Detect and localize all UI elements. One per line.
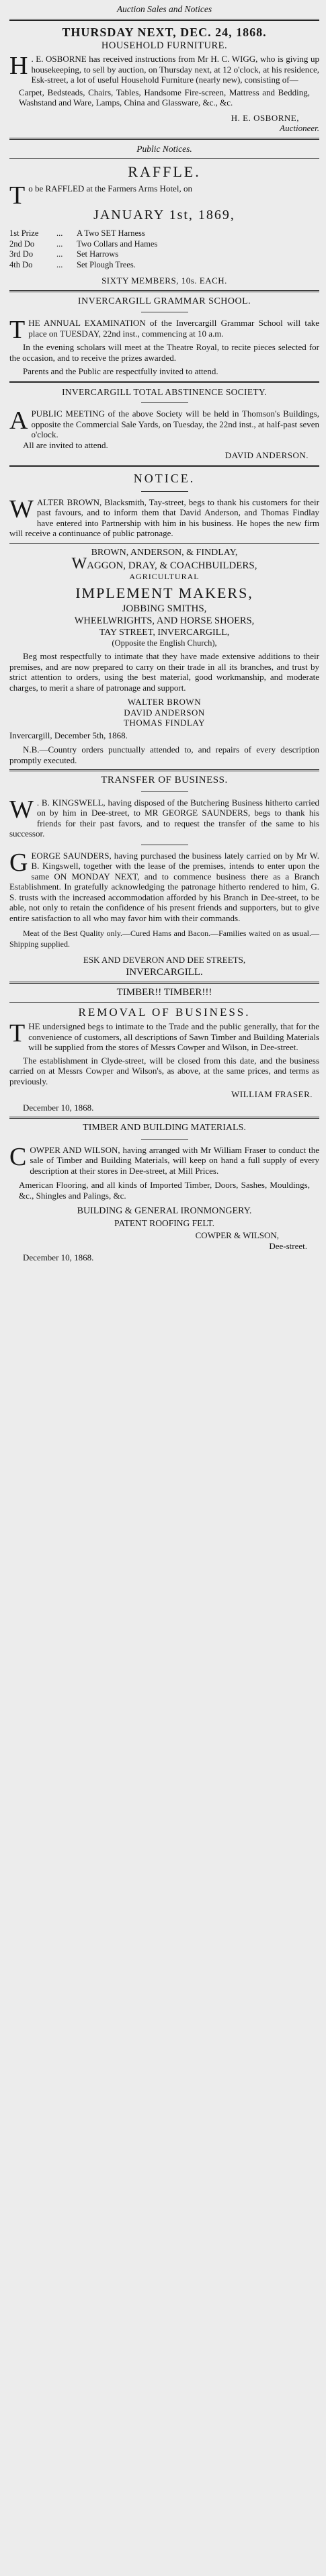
- prize-place: 2nd Do: [9, 239, 35, 249]
- divider: [9, 290, 319, 292]
- divider: [9, 381, 319, 383]
- dropcap: A: [9, 406, 28, 435]
- firm-ad: [9, 548, 319, 766]
- firm-line3: IMPLEMENT MAKERS,: [75, 585, 253, 601]
- transfer-footer1: ESK AND DEVERON AND DEE STREETS,: [83, 955, 246, 965]
- dropcap: T: [9, 316, 26, 344]
- firm-line6: TAY STREET, INVERCARGILL,: [99, 628, 230, 638]
- prize-list: [9, 228, 319, 270]
- divider: [9, 465, 319, 467]
- prize-place: 3rd Do: [9, 249, 34, 259]
- raffle-ad: [9, 163, 319, 286]
- cowper-body: [9, 1142, 319, 1176]
- transfer-ad: [9, 775, 319, 978]
- notice-title: NOTICE.: [133, 471, 196, 485]
- prize-item: A Two SET Harness: [77, 228, 145, 238]
- cowper-body-text: OWPER AND WILSON, having arranged with Mr William Fraser to conduct the sale of Timber and Building Materials, will keep on hand a full supply of every description at their stores in Dee-street, at Mill Prices.: [30, 1144, 319, 1176]
- timber-ad: [9, 988, 319, 1113]
- firm-line4: JOBBING SMITHS,: [122, 603, 207, 614]
- prize-dots: ...: [56, 239, 63, 249]
- divider: [9, 769, 319, 771]
- auction-body: [9, 54, 319, 85]
- prize-dots: ...: [56, 228, 63, 238]
- prize-dots: ...: [56, 259, 63, 269]
- grammar-p3: Parents and the Public are respectfully invited to attend.: [23, 366, 218, 376]
- grammar-p1-text: HE ANNUAL EXAMINATION of the Invercargill Grammar School will take place on TUESDAY, 22nd inst., commencing at 10 a.m.: [28, 318, 319, 339]
- raffle-intro: [9, 181, 319, 210]
- grammar-school-ad: [9, 296, 319, 377]
- auction-ad: [9, 25, 319, 134]
- dropcap: T: [9, 1019, 26, 1047]
- prize-place: 1st Prize: [9, 228, 39, 238]
- firm-name: BROWN, ANDERSON, & FINDLAY,: [91, 547, 238, 558]
- cowper-footer4: Dee-street.: [269, 1240, 307, 1251]
- timber-p2: The establishment in Clyde-street, will be closed from this date, and the business carried on at Messrs Cowper and Wilson's, as above, at the same prices, and terms as previously.: [9, 1055, 319, 1086]
- divider: [141, 791, 188, 792]
- temperance-closing: All are invited to attend.: [23, 439, 108, 450]
- divider: [9, 1117, 319, 1119]
- firm-line2: AGRICULTURAL: [129, 571, 200, 581]
- section-header: Auction Sales and Notices: [116, 4, 212, 14]
- firm-line1: [9, 555, 319, 572]
- dropcap: C: [9, 1142, 27, 1171]
- temperance-title: INVERCARGILL TOTAL ABSTINENCE SOCIETY.: [62, 386, 267, 397]
- divider: [141, 402, 188, 403]
- transfer-p2: [9, 848, 319, 924]
- timber-subtitle: REMOVAL OF BUSINESS.: [78, 1005, 251, 1019]
- divider: [9, 543, 319, 544]
- dropcap: W: [71, 555, 87, 572]
- cowper-p2: American Flooring, and all kinds of Imported Timber, Doors, Sashes, Mouldings, &c., Shingles and Palings, &c.: [19, 1180, 310, 1201]
- partner-name: DAVID ANDERSON: [124, 707, 205, 718]
- auction-signature-title: Auctioneer.: [280, 123, 319, 133]
- public-notices-header: Public Notices.: [136, 143, 192, 154]
- divider: [9, 982, 319, 984]
- notice-body: [9, 497, 319, 539]
- prize-item: Two Collars and Hames: [77, 239, 158, 249]
- cowper-footer3: COWPER & WILSON,: [195, 1230, 279, 1240]
- timber-p1-text: HE undersigned begs to intimate to the Trade and the public generally, that for the convenience of customers, all descriptions of Sawn Timber and Building Materials will be supplied from the stores of Messrs Cowper and Wilson, in Dee-street.: [28, 1021, 319, 1052]
- firm-line5: WHEELWRIGHTS, AND HORSE SHOERS,: [74, 615, 255, 626]
- prize-item: Set Plough Trees.: [77, 259, 136, 269]
- dropcap: T: [9, 181, 26, 210]
- firm-line7: (Opposite the English Church),: [112, 638, 217, 648]
- grammar-p2: In the evening scholars will meet at the Theatre Royal, to recite pieces selected for the occasion, and to receive the prizes awarded.: [9, 342, 319, 363]
- dropcap: G: [9, 848, 28, 877]
- raffle-title: RAFFLE.: [128, 163, 201, 180]
- transfer-p1-text: . B. KINGSWELL, having disposed of the Butchering Business hitherto carried on by him in Dee-street, to MR GEORGE SAUNDERS, begs to thank his friends for their past favors, and to request the transfer of the same to his successor.: [9, 797, 319, 839]
- notice-ad: [9, 471, 319, 539]
- auction-title: HOUSEHOLD FURNITURE.: [101, 40, 228, 51]
- divider: [141, 1139, 188, 1140]
- dropcap: W: [9, 495, 34, 523]
- firm-body: Beg most respectfully to intimate that they have made extensive additions to their premises, and are now prepared to carry on their trade in all its branches, and trust by strict attention to orders, using the best material, good workmanship, and moderate charges, to merit a share of patronage and support.: [9, 651, 319, 693]
- timber-date: December 10, 1868.: [23, 1102, 94, 1113]
- notice-body-text: ALTER BROWN, Blacksmith, Tay-street, begs to thank his customers for their past favours, and to inform them that David Anderson, and Thomas Findlay have entered into Partnership with him in his business. He hopes the new firm will receive a continuance of public patronage.: [9, 497, 319, 538]
- cowper-title: TIMBER AND BUILDING MATERIALS.: [83, 1123, 246, 1133]
- dropcap: W: [9, 795, 34, 824]
- firm-line1-text: AGGON, DRAY, & COACHBUILDERS,: [87, 560, 257, 571]
- transfer-p1: [9, 795, 319, 839]
- divider: [9, 19, 319, 21]
- transfer-title: TRANSFER OF BUSINESS.: [101, 775, 228, 785]
- grammar-p1: [9, 316, 319, 344]
- cowper-date: December 10, 1868.: [23, 1252, 94, 1262]
- partner-name: WALTER BROWN: [127, 697, 202, 707]
- prize-place: 4th Do: [9, 259, 33, 269]
- dropcap: H: [9, 52, 28, 80]
- auction-items: Carpet, Bedsteads, Chairs, Tables, Handsome Fire-screen, Mattress and Bedding, Washstand and Ware, Lamps, China and Glassware, &c., &c.: [19, 87, 310, 108]
- divider: [9, 138, 319, 140]
- partner-name: THOMAS FINDLAY: [123, 718, 205, 728]
- timber-title: TIMBER!! TIMBER!!!: [116, 987, 212, 998]
- raffle-intro-text: o be RAFFLED at the Farmers Arms Hotel, on: [28, 183, 192, 194]
- divider: [9, 158, 319, 159]
- transfer-footer2: INVERCARGILL.: [126, 966, 203, 978]
- grammar-title: INVERCARGILL GRAMMAR SCHOOL.: [77, 296, 251, 306]
- timber-p1: [9, 1021, 319, 1053]
- divider: [141, 491, 188, 492]
- temperance-ad: [9, 387, 319, 461]
- cowper-footer2: PATENT ROOFING FELT.: [114, 1217, 214, 1228]
- auction-body-text: . E. OSBORNE has received instructions from Mr H. C. WIGG, who is giving up housekeeping, to sell by auction, on Thursday next, at 12 o'clock, at his residence, Esk-street, a lot of useful Household Furniture (nearly new), consisting of—: [31, 54, 319, 85]
- raffle-date: JANUARY 1st, 1869,: [93, 208, 235, 222]
- firm-nb: N.B.—Country orders punctually attended to, and repairs of every description promptly executed.: [9, 744, 319, 765]
- prize-item: Set Harrows: [77, 249, 119, 259]
- firm-date: Invercargill, December 5th, 1868.: [9, 730, 128, 740]
- transfer-p3: Meat of the Best Quality only.—Cured Hams and Bacon.—Families waited on as usual.—Shipping supplied.: [9, 929, 319, 949]
- temperance-signature: DAVID ANDERSON.: [225, 450, 309, 460]
- cowper-ad: [9, 1123, 319, 1263]
- divider: [9, 1002, 319, 1003]
- auction-signature: H. E. OSBORNE,: [231, 112, 299, 123]
- auction-date: THURSDAY NEXT, DEC. 24, 1868.: [62, 25, 267, 39]
- temperance-body-text: PUBLIC MEETING of the above Society will be held in Thomson's Buildings, opposite the Commercial Sale Yards, on Tuesday, the 22nd inst., at half-past seven o'clock.: [31, 409, 319, 439]
- transfer-p2-text: EORGE SAUNDERS, having purchased the business lately carried on by Mr W. B. Kingswell, together with the lease of the premises, intends to enter upon the same ON MONDAY NEXT, and to commence business there as a Branch Establishment. In gratefully acknowledging the patronage hitherto rendered to him, G. S. trusts with the increased accommodation afforded by his Branch in Dee-street, to be able, not only to retain the confidence of his present friends and supporters, but to give entire satisfaction to all who may favor him with their commands.: [9, 850, 319, 923]
- cowper-footer1: BUILDING & GENERAL IRONMONGERY.: [77, 1206, 252, 1216]
- prize-dots: ...: [56, 249, 63, 259]
- temperance-body: [9, 406, 319, 440]
- raffle-members: SIXTY MEMBERS, 10s. EACH.: [101, 275, 227, 286]
- timber-signature: WILLIAM FRASER.: [231, 1089, 313, 1099]
